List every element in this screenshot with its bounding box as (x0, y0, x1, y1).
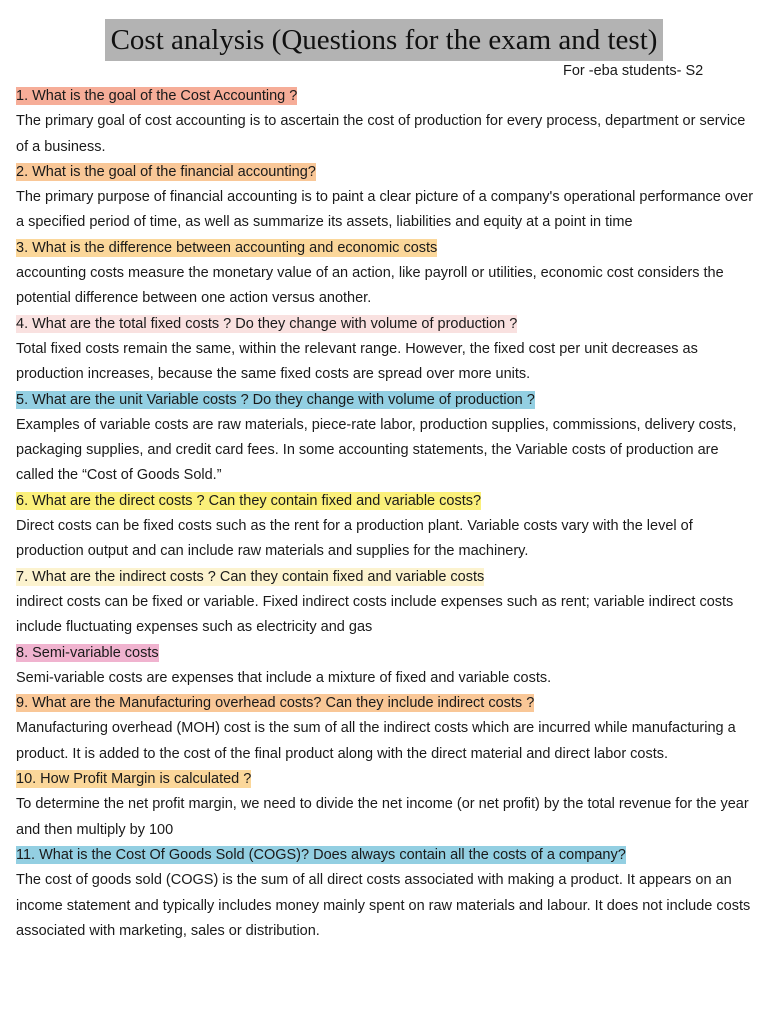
question-text: 6. What are the direct costs ? Can they contain fixed and variable costs? (16, 492, 482, 509)
qa-item (16, 236, 758, 312)
qa-item (16, 565, 758, 641)
question-text: 3. What is the difference between accounting and economic costs (16, 239, 438, 256)
qa-item (16, 843, 758, 944)
qa-item (16, 489, 758, 565)
title-bar (0, 0, 768, 63)
answer-text: The cost of goods sold (COGS) is the sum of all direct costs associated with making a product. It appears on an income statement and typically includes money mainly spent on raw materials and labour. It does not include costs associated with marketing, sales or distribution. (16, 872, 751, 939)
answer-text: To determine the net profit margin, we need to divide the net income (or net profit) by the total revenue for the year and then multiply by 100 (16, 796, 749, 838)
answer-text: Manufacturing overhead (MOH) cost is the sum of all the indirect costs which are incurred while manufacturing a product. It is added to the cost of the final product along with the direct material and direct labor costs. (16, 720, 736, 762)
question (16, 160, 758, 185)
question (16, 691, 758, 716)
qa-item (16, 767, 758, 843)
question-text: 10. How Profit Margin is calculated ? (16, 771, 252, 788)
question-text: 4. What are the total fixed costs ? Do they change with volume of production ? (16, 315, 518, 332)
qa-item (16, 312, 758, 388)
question (16, 641, 758, 666)
question (16, 388, 758, 413)
answer-text: Direct costs can be fixed costs such as the rent for a production plant. Variable costs vary with the level of production output and can include raw materials and supplies for the machinery. (16, 518, 693, 560)
question (16, 236, 758, 261)
answer-text: The primary goal of cost accounting is to ascertain the cost of production for every process, department or service of a business. (16, 113, 746, 155)
answer-text: Semi-variable costs are expenses that include a mixture of fixed and variable costs. (16, 669, 552, 686)
question-text: 9. What are the Manufacturing overhead costs? Can they include indirect costs ? (16, 695, 535, 712)
qa-item (16, 84, 758, 160)
page-title: Cost analysis (Questions for the exam and test) (105, 19, 664, 61)
answer-text: indirect costs can be fixed or variable. Fixed indirect costs include expenses such as rent; variable indirect costs include fluctuating expenses such as electricity and gas (16, 593, 734, 636)
question-text: 11. What is the Cost Of Goods Sold (COGS)? Does always contain all the costs of a company? (16, 846, 626, 863)
question-text: 1. What is the goal of the Cost Accounting ? (16, 88, 298, 104)
question-text: 7. What are the indirect costs ? Can they contain fixed and variable costs (16, 568, 485, 585)
question (16, 489, 758, 514)
question (16, 312, 758, 337)
qa-item (16, 388, 758, 489)
answer-text: Examples of variable costs are raw materials, piece-rate labor, production supplies, commissions, delivery costs, packaging supplies, and credit card fees. In some accounting statements, the Variable costs of production are called the “Cost of Goods Sold.” (16, 416, 737, 484)
question-text: 2. What is the goal of the financial accounting? (16, 163, 316, 180)
question (16, 84, 758, 109)
question (16, 565, 758, 590)
qa-item (16, 691, 758, 767)
question-text: 8. Semi-variable costs (16, 644, 159, 661)
question (16, 843, 758, 868)
answer-text: Total fixed costs remain the same, within the relevant range. However, the fixed cost per unit decreases as production increases, because the same fixed costs are spread over more units. (16, 340, 698, 383)
qa-list (16, 84, 758, 944)
qa-item (16, 641, 758, 692)
question-text: 5. What are the unit Variable costs ? Do they change with volume of production ? (16, 391, 535, 408)
answer-text: The primary purpose of financial accounting is to paint a clear picture of a company's operational performance over a specified period of time, as well as summarize its assets, liabilities and equity at a point in time (16, 189, 754, 231)
page-subtitle: For -eba students- S2 (563, 63, 704, 79)
qa-item (16, 160, 758, 236)
answer-text: accounting costs measure the monetary value of an action, like payroll or utilities, economic cost considers the potential difference between one action versus another. (16, 265, 724, 307)
question (16, 767, 758, 792)
